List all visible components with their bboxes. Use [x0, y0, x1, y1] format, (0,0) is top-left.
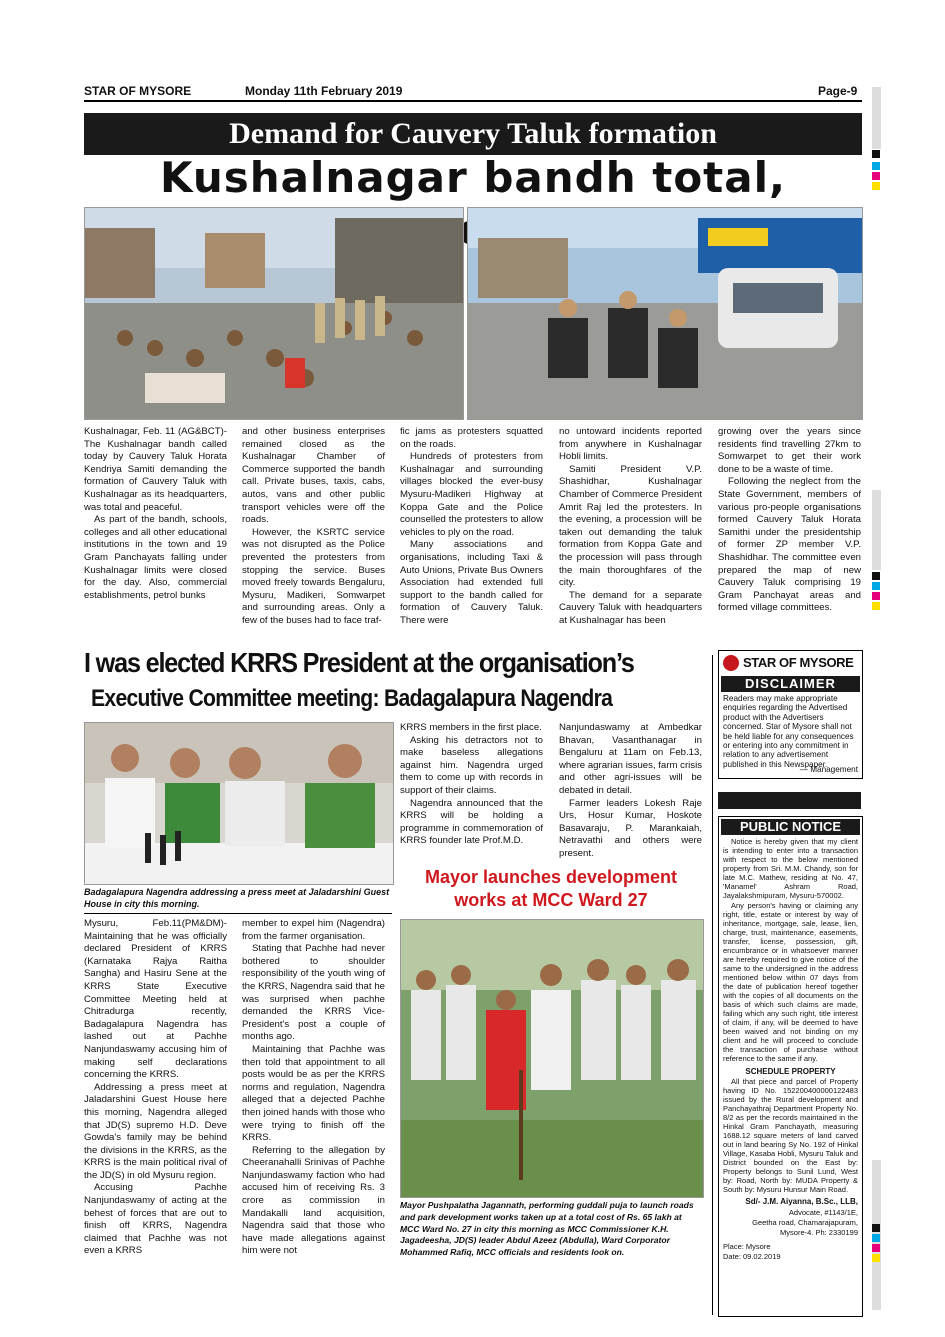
paragraph: Hundreds of protesters from Kushalnagar and surrounding villages blocked the ever-busy Mysuru-Madikeri Highway at Koppa Gate and the Police counselled the protesters to allow vehicles to ply on the road.	[400, 451, 543, 538]
reg-mark-cyan-2	[872, 582, 880, 590]
schedule-title: SCHEDULE PROPERTY	[745, 1067, 836, 1076]
story1-banner	[84, 113, 862, 155]
paragraph: member to expel him (Nagendra) from the farmer organisation.	[242, 918, 385, 942]
story1-headline: Kushalnagar bandh total,	[160, 153, 786, 202]
paragraph: Maintaining that Pachhe was then told that appointment to all posts would be as per the KRRS norms and regulation, Nagendra alleged that a dejected Pachhe then joined hands with those who were trying to finish off the KRRS.	[242, 1043, 385, 1144]
schedule-text: All that piece and parcel of Property having ID No. 152200400000122483 issued by the Rural development and Panchayathraj Department Property No. 8/2 as per the records maintained in the Hinkal Gram Panchayath, measuring 1688.12 square meters of land carved out in land bearing Sy No. 192 of Hinkal Village, Kasaba Hobli, Mysuru Taluk and District bounded on the East by: Property belongs to Sunil Lund, West by: Road, North by: MUDA Property & South by: Mysuru Hunsur Main Road.	[723, 1077, 858, 1194]
story2-col-a	[84, 918, 227, 1258]
paragraph: Many associations and organisations, including Taxi & Auto Unions, Private Bus Owners Association had extended full support to the bandh called for formation of Cauvery Taluk. There were	[400, 539, 543, 626]
column-rule	[712, 655, 713, 1315]
press-meet-photo	[84, 722, 394, 885]
reg-mark-yellow	[872, 182, 880, 190]
story1-col-3	[400, 426, 543, 628]
reg-mark-yellow-2	[872, 602, 880, 610]
disclaimer-title: DISCLAIMER	[721, 676, 860, 692]
bandh-protest-photo	[84, 207, 464, 420]
separator-bar	[718, 792, 861, 809]
paragraph: KRRS members in the first place.	[400, 722, 542, 733]
reg-mark-magenta	[872, 172, 880, 180]
paragraph: Kushalnagar, Feb. 11 (AG&BCT)- The Kushalnagar bandh called today by Cauvery Taluk Horata Kendriya Samiti demanding the formation of Cauvery Taluk with Kushalnagar as its headquarters, was total and peaceful.	[84, 426, 227, 513]
disclaimer-sign: — Management	[799, 765, 858, 774]
mayor-puja-caption: Mayor Pushpalatha Jagannath, performing guddali puja to launch roads and park development works taken up at a total cost of Rs. 65 lakh at MCC Ward No. 27 in city this morning as MCC Commissioner K.H. Jagadeesha, JD(S) leader Abdul Azeez (Abdulla), Ward Corporator Mohammed Rafiq, MCC officials and residents look on.	[400, 1200, 694, 1258]
reg-mark-black-2	[872, 572, 880, 580]
disclaimer-body: Readers may make appropriate enquiries regarding the Advertised product with the Advertisers concerned. Star of Mysore shall not be held liable for any consequences or entering into any commitment in relation to any advertisement published in this Newspaper.	[723, 694, 854, 769]
signer-address-1: Advocate, #1143/1E,	[788, 1208, 858, 1217]
reg-mark-yellow-3	[872, 1254, 880, 1262]
star-logo-icon	[723, 655, 739, 671]
reg-mark-magenta-2	[872, 592, 880, 600]
paragraph: no untoward incidents reported from anywhere in Kushalnagar Hobli limits.	[559, 426, 702, 463]
margin-bar-top	[872, 87, 881, 149]
reg-mark-cyan	[872, 162, 880, 170]
mayor-puja-photo	[400, 919, 704, 1198]
story1-banner-text: Demand for Cauvery Taluk formation	[229, 117, 717, 150]
notice-place: Place: Mysore	[723, 1242, 771, 1251]
reg-mark-black-3	[872, 1224, 880, 1232]
page-number: Page-9	[818, 84, 858, 98]
story1-col-1	[84, 426, 227, 602]
paragraph: However, the KSRTC service was not disrupted as the Police prevented the protesters from stopping the service. Buses moved freely towards Bengaluru, Mysuru, Madikeri, Somwarpet and surrounding areas. Only a few of the buses had to face traf-	[242, 526, 385, 626]
story2-col-d	[559, 722, 702, 861]
paragraph: fic jams as protesters squatted on the roads.	[400, 426, 543, 450]
issue-date: Monday 11th February 2019	[245, 84, 403, 98]
disclaimer-logo-row	[721, 654, 860, 674]
highway-traffic-photo	[467, 207, 863, 420]
signer: Sd/- J.M. Aiyanna, B.Sc., LLB,	[745, 1197, 858, 1206]
paper-name: STAR OF MYSORE	[84, 84, 192, 98]
paragraph: Following the neglect from the State Government, members of various pro-people organisations formed Cauvery Taluk Horata Samithi under the presidentship of former ZP member V.P. Shashidhar. The committee even prepared the map of new Cauvery Taluk comprising 19 Gram Panchayat areas and formed village committees.	[718, 476, 861, 614]
public-notice-box	[718, 816, 863, 1317]
paragraph: and other business enterprises remained closed as the Kushalnagar Chamber of Commerce supported the bandh call. Private buses, taxis, cabs, autos, vans and other public transport vehicles were off the roads.	[242, 426, 385, 526]
paragraph: Accusing Pachhe Nanjundaswamy of acting at the behest of forces that are out to finish off KRRS, Nagendra claimed that Pachhe was not even a KRRS	[84, 1182, 227, 1257]
paragraph: Samiti President V.P. Shashidhar, Kushalnagar Chamber of Commerce President Amrit Raj led the protesters. In the evening, a procession will be taken out demanding the taluk formation from Koppa Gate and the procession will pass through the main thoroughfares of the city.	[559, 463, 702, 589]
paragraph: Mysuru, Feb.11(PM&DM)- Maintaining that he was officially declared President of KRRS (Karnataka Rajya Raitha Sangha) and Hasiru Sene at the KRRS State Executive Committee Meeting held at Chitradurga recently, Badagalapura Nagendra has lashed out at Pachhe Nanjundaswamy accusing him of making self declarations concerning the KRRS.	[84, 918, 227, 1081]
paragraph: Nagendra announced that the KRRS will be holding a programme in commemoration of KRRS founder late Prof.M.D.	[400, 797, 543, 847]
reg-mark-black	[872, 150, 880, 158]
story1-col-5	[718, 426, 861, 615]
paragraph: Stating that Pachhe had never bothered to shoulder responsibility of the youth wing of the KRRS, Nagendra said that he was surprised when pachhe demanded the KRRS Vice-President's post a couple of months ago.	[242, 943, 385, 1043]
paragraph: Referring to the allegation by Cheeranahalli Srinivas of Pachhe Nanjundaswamy faction who had accused him of receiving Rs. 3 crore as commission in Mandakalli land acquisition, Nagendra said that those who have made allegations against him were not	[242, 1144, 385, 1257]
story2-col-b	[242, 918, 385, 1258]
press-meet-caption: Badagalapura Nagendra addressing a press meet at Jaladarshini Guest House in city this morning.	[84, 887, 390, 909]
paragraph: The demand for a separate Cauvery Taluk with headquarters at Kushalnagar has been	[559, 589, 702, 626]
margin-bar-mid	[872, 490, 881, 570]
story1-col-2	[242, 426, 385, 628]
reg-mark-magenta-3	[872, 1244, 880, 1252]
story1-col-4	[559, 426, 702, 628]
paragraph: Nanjundaswamy at Ambedkar Bhavan, Vasanthanagar in Bengaluru at 11am on Feb.13, where agrarian issues, farm crisis and other agri-issues will be debated in detail.	[559, 722, 702, 796]
story2-col-c	[400, 722, 543, 848]
paragraph: Addressing a press meet at Jaladarshini Guest House here this morning, Nagendra alleged that JD(S) supremo H.D. Deve Gowda's family may be behind the divisions in the KRRS, as the KRRS is the main political rival of the JD(S) in old Mysuru region.	[84, 1081, 227, 1181]
reg-mark-cyan-3	[872, 1234, 880, 1242]
paragraph: Farmer leaders Lokesh Raje Urs, Hosur Kumar, Hoskote Basavaraju, P. Marankaiah, Netravathi and others were present.	[559, 797, 702, 859]
paragraph: Asking his detractors not to make baseless allegations against him. Nagendra urged them to come up with records in support of their claims.	[400, 734, 543, 796]
header-rule	[84, 100, 862, 102]
disclaimer-box	[718, 650, 863, 779]
paragraph: growing over the years since residents find travelling 27km to Somwarpet to get their work done to be a waste of time.	[718, 426, 861, 475]
signer-address-3: Mysore-4. Ph: 2330199	[780, 1228, 858, 1237]
story2-headline-1: I was elected KRRS President at the organisation’s	[84, 647, 634, 678]
notice-para-2: Any person's having or claiming any right, title, estate or interest by way of inheritance, mortgage, sale, lease, lien, charge, trust, maintenance, easements, transfer, license, possession, gift, encumbrance or in whatsoever manner are hereby required to give notice of the same to the undersigned in the address mentioned below within 07 days from the date of publication hereof together with the copies of all documents on the basis of which such claims are made, failing which any such right, title interest of claim, if any, will be deemed to have been waived and not binding on my client and he will proceed to conclude the transaction of purchase without reference to the same if any.	[723, 901, 858, 1063]
notice-para-1: Notice is hereby given that my client is intending to enter into a transaction with respect to the below mentioned property from Sri. M.M. Chandy, son for late M.C. Mathew, residing at No. 47, 'Manamel' Ashram Road, Jayalakshmipuram, Mysuru-570002.	[723, 837, 858, 900]
paragraph: As part of the bandh, schools, colleges and all other educational institutions in the town and 19 Gram Panchayats falling under Kushalnagar limits were closed for the day. Also, commercial establishments, petrol bunks	[84, 514, 227, 601]
caption-rule	[84, 913, 392, 914]
public-notice-title: PUBLIC NOTICE	[721, 819, 860, 835]
story3-headline-2: works at MCC Ward 27	[454, 890, 648, 910]
story2-headline-2: Executive Committee meeting: Badagalapura Nagendra	[91, 685, 613, 712]
signer-address-2: Geetha road, Chamarajapuram,	[752, 1218, 858, 1227]
disclaimer-logo-text: STAR OF MYSORE	[743, 655, 854, 670]
notice-date: Date: 09.02.2019	[723, 1252, 781, 1261]
story3-headline-1: Mayor launches development	[424, 867, 678, 887]
